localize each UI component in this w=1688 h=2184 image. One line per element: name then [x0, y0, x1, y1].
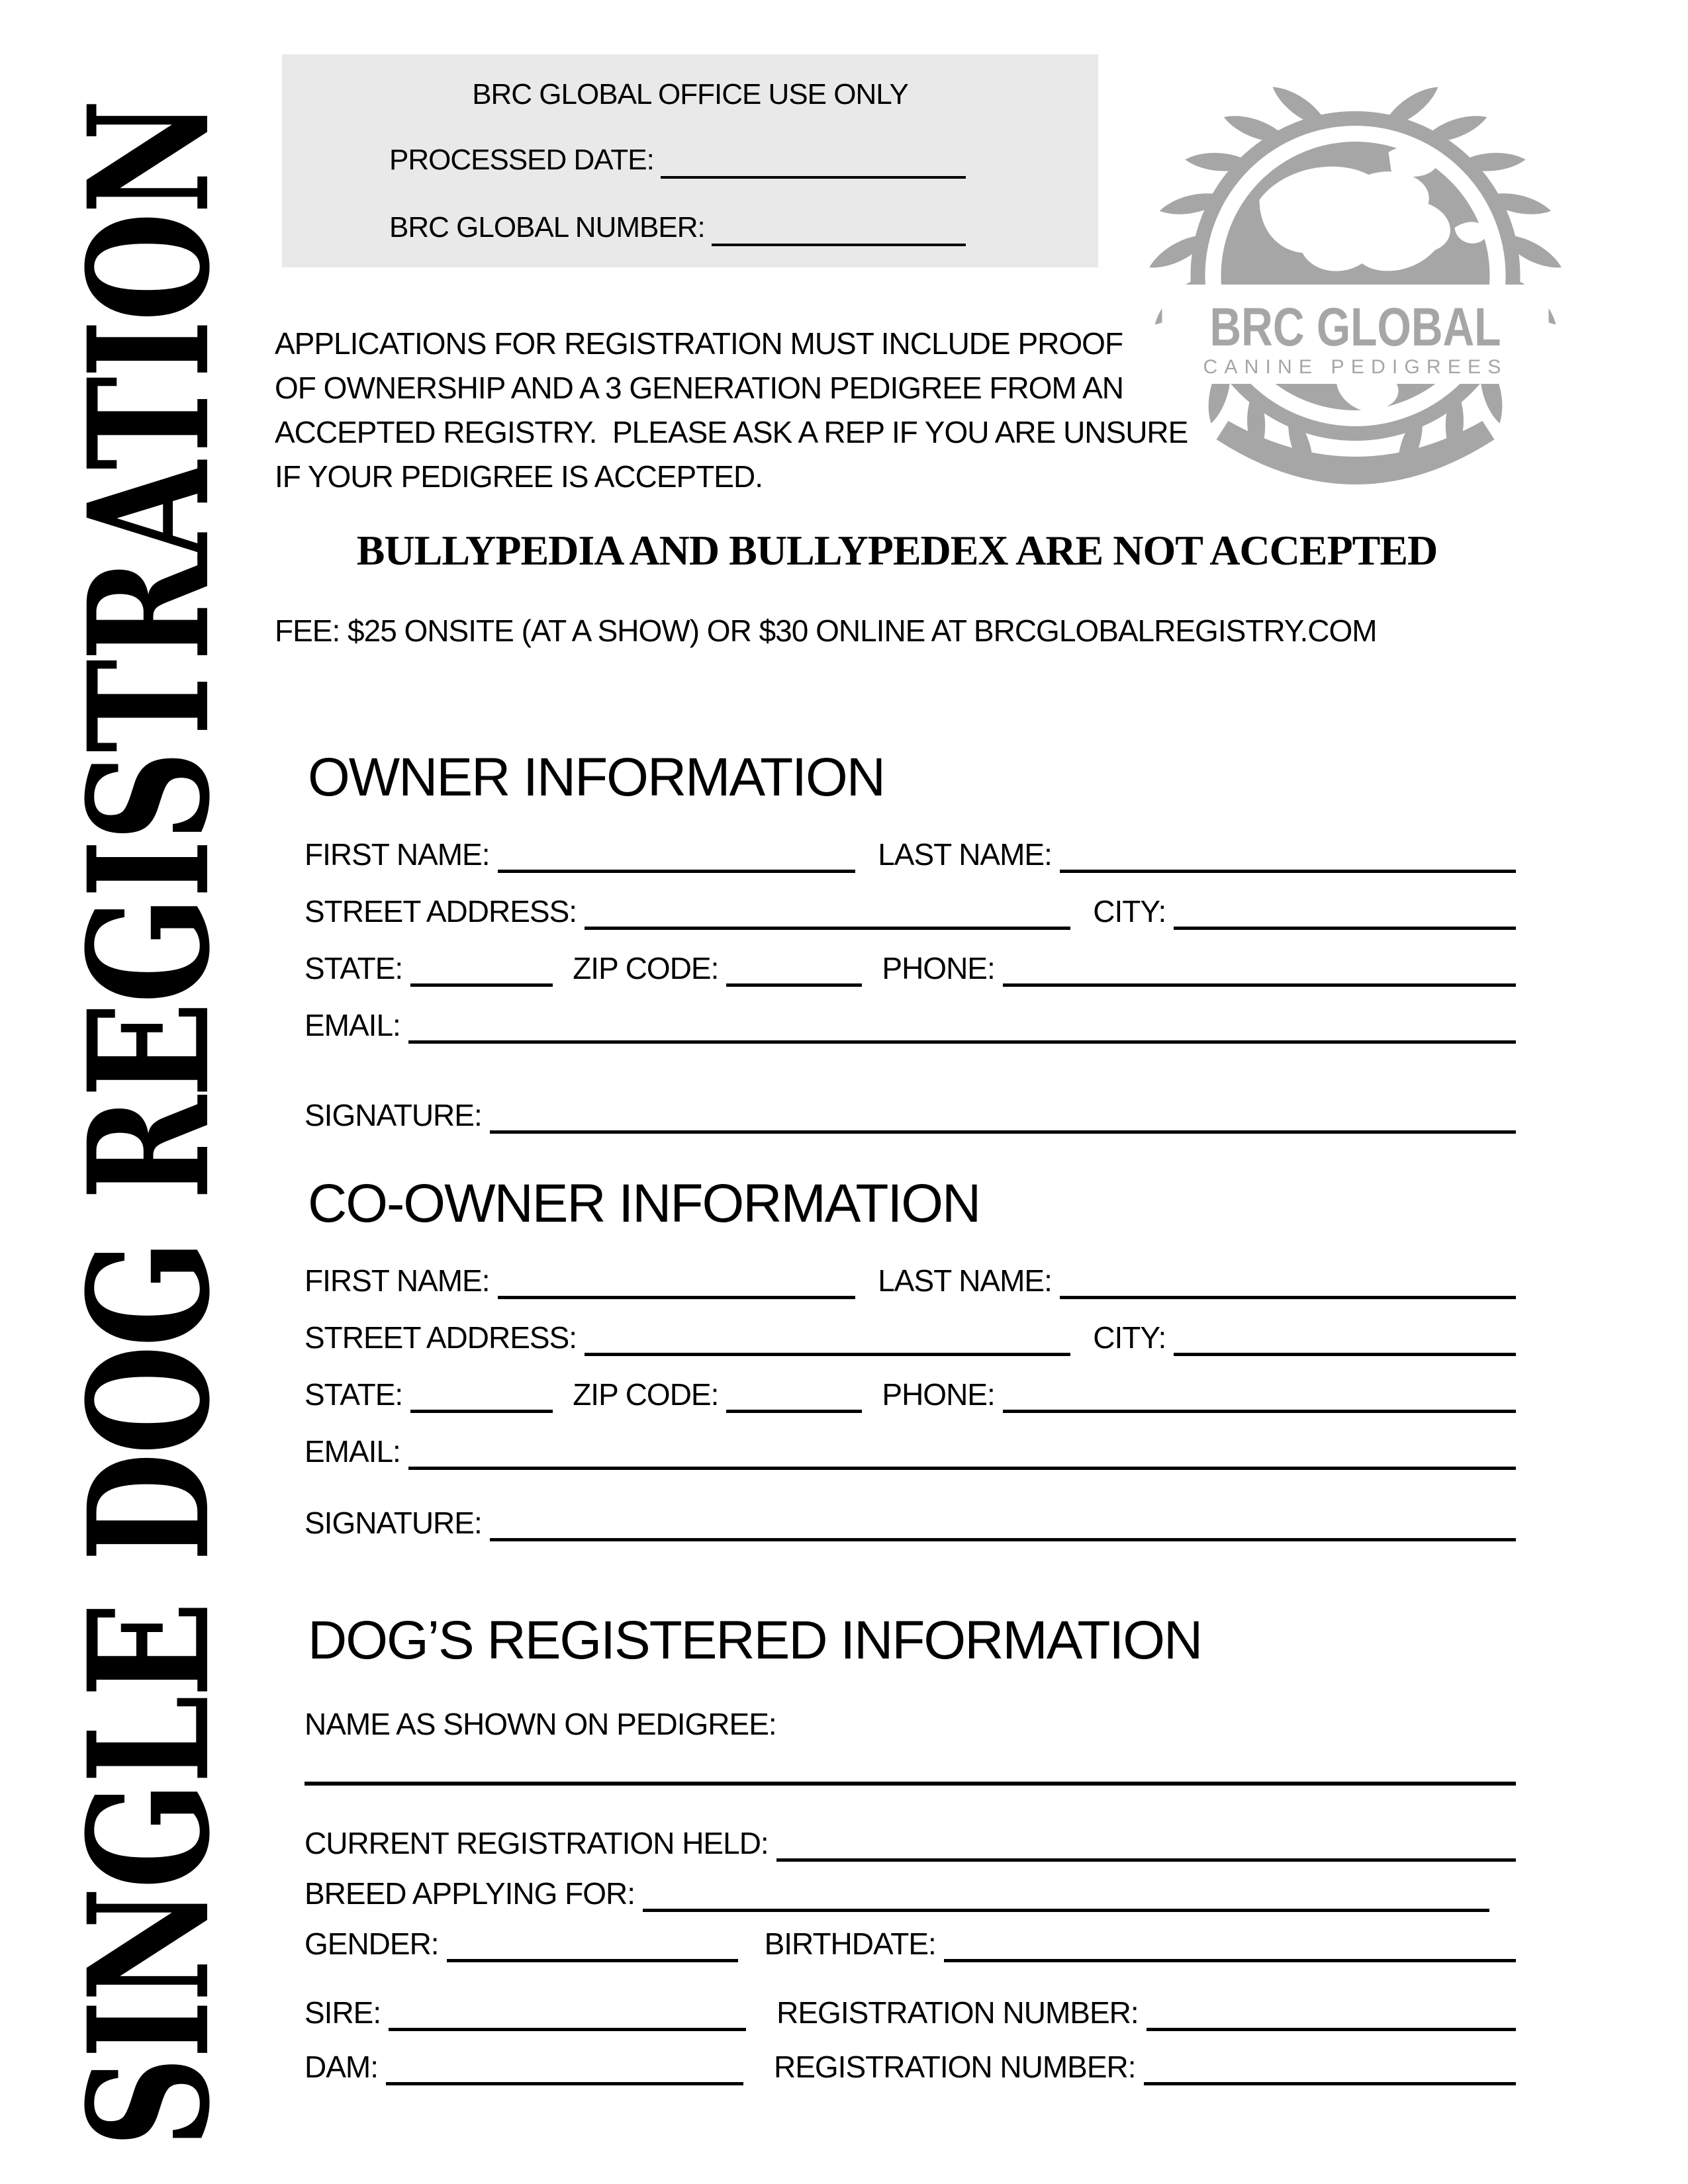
- zip-code-label: ZIP CODE:: [573, 1377, 719, 1412]
- co-owner-state-blank[interactable]: [410, 1373, 553, 1413]
- street-address-label: STREET ADDRESS:: [305, 894, 577, 929]
- last-name-label: LAST NAME:: [878, 837, 1052, 872]
- owner-name-row: [305, 833, 1516, 873]
- brc-global-logo: [1122, 74, 1589, 491]
- sire-label: SIRE:: [305, 1995, 381, 2030]
- dam-row: [305, 2045, 1516, 2085]
- processed-date-blank[interactable]: [661, 143, 966, 179]
- co-owner-email-row: [305, 1430, 1516, 1470]
- phone-label: PHONE:: [882, 951, 995, 985]
- birthdate-blank[interactable]: [944, 1922, 1516, 1962]
- owner-zip-code-blank[interactable]: [726, 946, 862, 987]
- name-on-pedigree-blank[interactable]: [305, 1782, 1516, 1786]
- office-box-title: BRC GLOBAL OFFICE USE ONLY: [472, 78, 908, 111]
- logo-brand-text: BRC GLOBAL: [1209, 297, 1501, 357]
- co-owner-signature-row: [305, 1501, 1516, 1541]
- notice-line: ACCEPTED REGISTRY. PLEASE ASK A REP IF YOU ARE UNSURE: [275, 415, 1188, 449]
- globe-laurel-wreath-icon: [1122, 74, 1589, 491]
- current-registration-blank[interactable]: [776, 1821, 1516, 1862]
- gender-label: GENDER:: [305, 1927, 439, 1961]
- owner-signature-row: [305, 1093, 1516, 1134]
- not-accepted-warning: BULLYPEDIA AND BULLYPEDEX ARE NOT ACCEPTED: [356, 527, 1438, 574]
- street-address-label: STREET ADDRESS:: [305, 1320, 577, 1355]
- city-label: CITY:: [1093, 894, 1166, 929]
- owner-state-zip-phone-row: [305, 946, 1516, 987]
- signature-label: SIGNATURE:: [305, 1506, 482, 1540]
- office-use-box: [282, 54, 1098, 267]
- brc-number-row: [389, 209, 966, 246]
- co-owner-first-name-blank[interactable]: [498, 1259, 856, 1299]
- notice-line: OF OWNERSHIP AND A 3 GENERATION PEDIGREE FROM AN: [275, 371, 1123, 405]
- registration-number-label: REGISTRATION NUMBER:: [776, 1995, 1139, 2030]
- name-on-pedigree-label: NAME AS SHOWN ON PEDIGREE:: [305, 1707, 776, 1741]
- logo-tagline-text: CANINE PEDIGREES: [1203, 356, 1508, 378]
- brc-global-number-blank[interactable]: [712, 210, 966, 246]
- co-owner-address-row: [305, 1316, 1516, 1356]
- co-owner-state-zip-phone-row: [305, 1373, 1516, 1413]
- breed-applying-for-blank[interactable]: [643, 1872, 1489, 1912]
- co-owner-name-row: [305, 1259, 1516, 1299]
- owner-email-row: [305, 1003, 1516, 1044]
- owner-state-blank[interactable]: [410, 946, 553, 987]
- notice-line: IF YOUR PEDIGREE IS ACCEPTED.: [275, 459, 763, 494]
- sire-blank[interactable]: [389, 1991, 746, 2031]
- signature-label: SIGNATURE:: [305, 1098, 482, 1132]
- co-owner-phone-blank[interactable]: [1003, 1373, 1516, 1413]
- co-owner-city-blank[interactable]: [1174, 1316, 1516, 1356]
- owner-section-heading: OWNER INFORMATION: [308, 747, 884, 807]
- co-owner-last-name-blank[interactable]: [1060, 1259, 1516, 1299]
- sire-row: [305, 1991, 1516, 2031]
- first-name-label: FIRST NAME:: [305, 1263, 490, 1298]
- email-label: EMAIL:: [305, 1008, 400, 1042]
- owner-address-row: [305, 889, 1516, 930]
- owner-last-name-blank[interactable]: [1060, 833, 1516, 873]
- state-label: STATE:: [305, 951, 403, 985]
- notice-line: APPLICATIONS FOR REGISTRATION MUST INCLUDE PROOF: [275, 326, 1123, 361]
- phone-label: PHONE:: [882, 1377, 995, 1412]
- dam-registration-number-blank[interactable]: [1144, 2045, 1516, 2085]
- owner-street-address-blank[interactable]: [585, 889, 1070, 930]
- co-owner-section-heading: CO-OWNER INFORMATION: [308, 1173, 980, 1234]
- dam-blank[interactable]: [386, 2045, 743, 2085]
- zip-code-label: ZIP CODE:: [573, 951, 719, 985]
- current-registration-label: CURRENT REGISTRATION HELD:: [305, 1826, 769, 1860]
- breed-row: [305, 1872, 1516, 1912]
- city-label: CITY:: [1093, 1320, 1166, 1355]
- birthdate-label: BIRTHDATE:: [764, 1927, 936, 1961]
- gender-blank[interactable]: [447, 1922, 738, 1962]
- co-owner-street-address-blank[interactable]: [585, 1316, 1070, 1356]
- owner-email-blank[interactable]: [408, 1003, 1516, 1044]
- fee-note: FEE: $25 ONSITE (AT A SHOW) OR $30 ONLINE AT BRCGLOBALREGISTRY.COM: [275, 614, 1377, 648]
- processed-date-row: [389, 142, 966, 179]
- sire-registration-number-blank[interactable]: [1147, 1991, 1516, 2031]
- gender-birthdate-row: [305, 1922, 1516, 1962]
- dam-label: DAM:: [305, 2050, 378, 2084]
- registration-number-label: REGISTRATION NUMBER:: [774, 2050, 1136, 2084]
- dog-section-heading: DOG’S REGISTERED INFORMATION: [308, 1610, 1202, 1670]
- vertical-form-title: SINGLE DOG REGISTRATION: [52, 101, 246, 2148]
- registration-notice: [275, 322, 1188, 499]
- owner-phone-blank[interactable]: [1003, 946, 1516, 987]
- email-label: EMAIL:: [305, 1434, 400, 1469]
- brc-global-number-label: BRC GLOBAL NUMBER:: [389, 211, 705, 244]
- owner-first-name-blank[interactable]: [498, 833, 856, 873]
- first-name-label: FIRST NAME:: [305, 837, 490, 872]
- state-label: STATE:: [305, 1377, 403, 1412]
- co-owner-zip-code-blank[interactable]: [726, 1373, 862, 1413]
- breed-applying-for-label: BREED APPLYING FOR:: [305, 1876, 635, 1911]
- last-name-label: LAST NAME:: [878, 1263, 1052, 1298]
- co-owner-email-blank[interactable]: [408, 1430, 1516, 1470]
- current-registration-row: [305, 1821, 1516, 1862]
- co-owner-signature-blank[interactable]: [490, 1501, 1516, 1541]
- owner-city-blank[interactable]: [1174, 889, 1516, 930]
- owner-signature-blank[interactable]: [490, 1093, 1516, 1134]
- processed-date-label: PROCESSED DATE:: [389, 144, 654, 176]
